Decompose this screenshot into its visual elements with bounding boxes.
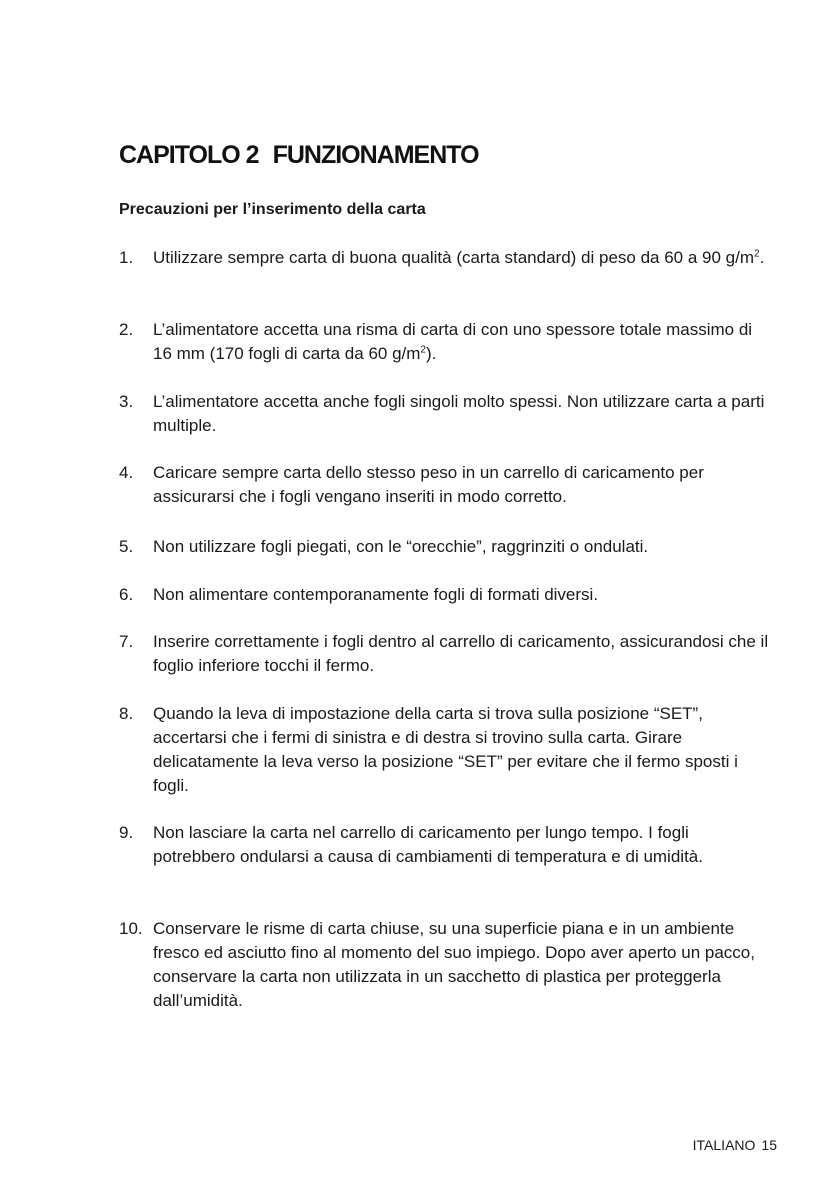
list-item-number: 5.: [119, 537, 134, 556]
list-item-9: [119, 821, 769, 869]
list-item-6: [119, 583, 769, 607]
list-item-7: [119, 630, 769, 678]
list-item-text: L’alimentatore accetta anche fogli singoli molto spessi. Non utilizzare carta a parti multiple.: [153, 392, 765, 435]
superscript: 2: [754, 248, 760, 260]
list-item-text: Non lasciare la carta nel carrello di caricamento per lungo tempo. I fogli potrebbero ondularsi a causa di cambiamenti di temperatura e di umidità.: [153, 823, 703, 866]
page-footer: [693, 1137, 777, 1153]
list-item-number: 8.: [119, 704, 134, 723]
list-item-5: [119, 535, 769, 559]
list-item-text: Utilizzare sempre carta di buona qualità (carta standard) di peso da 60 a 90 $g/m^2$.: [153, 248, 765, 267]
list-item-2: [119, 318, 769, 366]
list-item-number: 9.: [119, 823, 134, 842]
list-item-number: 6.: [119, 585, 134, 604]
list-item-number: 2.: [119, 320, 134, 339]
list-item-text: Conservare le risme di carta chiuse, su una superficie piana e in un ambiente fresco ed asciutto fino al momento del suo impiego. Dopo aver aperto un pacco, conservare la carta non utilizzata in un sacchetto di plastica per proteggerla dall’umidità.: [153, 919, 755, 1010]
list-item-text: Quando la leva di impostazione della carta si trova sulla posizione “SET”, accertarsi che i fermi di sinistra e di destra si trovino sulla carta. Girare delicatamente la leva verso la posizione “SET” per evitare che il fermo sposti i fogli.: [153, 704, 738, 795]
section-heading: Precauzioni per l’inserimento della carta: [119, 201, 426, 218]
list-item-text: L’alimentatore accetta una risma di carta di con uno spessore totale massimo di 16 mm (170 fogli di carta da 60 $g/m^2$).: [153, 320, 753, 363]
chapter-title: [119, 141, 479, 170]
list-item-text: Non alimentare contemporanamente fogli di formati diversi.: [153, 585, 599, 604]
list-item-1: [119, 246, 769, 270]
list-item-number: 1.: [119, 248, 134, 267]
list-item-text: Inserire correttamente i fogli dentro al carrello di caricamento, assicurandosi che il foglio inferiore tocchi il fermo.: [153, 632, 769, 675]
list-item-number: 3.: [119, 392, 134, 411]
footer-language: ITALIANO: [692, 1137, 756, 1153]
list-item-text: Non utilizzare fogli piegati, con le “orecchie”, raggrinziti o ondulati.: [153, 537, 649, 556]
page-number: 15: [761, 1137, 777, 1153]
list-item-number: 10.: [119, 919, 143, 938]
chapter-label: CAPITOLO 2: [119, 141, 259, 169]
list-item-3: [119, 390, 769, 438]
list-item-10: [119, 917, 769, 1013]
list-item-number: 7.: [119, 632, 134, 651]
list-item-number: 4.: [119, 463, 134, 482]
superscript: 2: [420, 344, 426, 356]
chapter-name: FUNZIONAMENTO: [272, 141, 479, 169]
list-item-4: [119, 461, 769, 509]
list-item-text: Caricare sempre carta dello stesso peso in un carrello di caricamento per assicurarsi che i fogli vengano inseriti in modo corretto.: [153, 463, 704, 506]
list-item-8: [119, 702, 769, 798]
